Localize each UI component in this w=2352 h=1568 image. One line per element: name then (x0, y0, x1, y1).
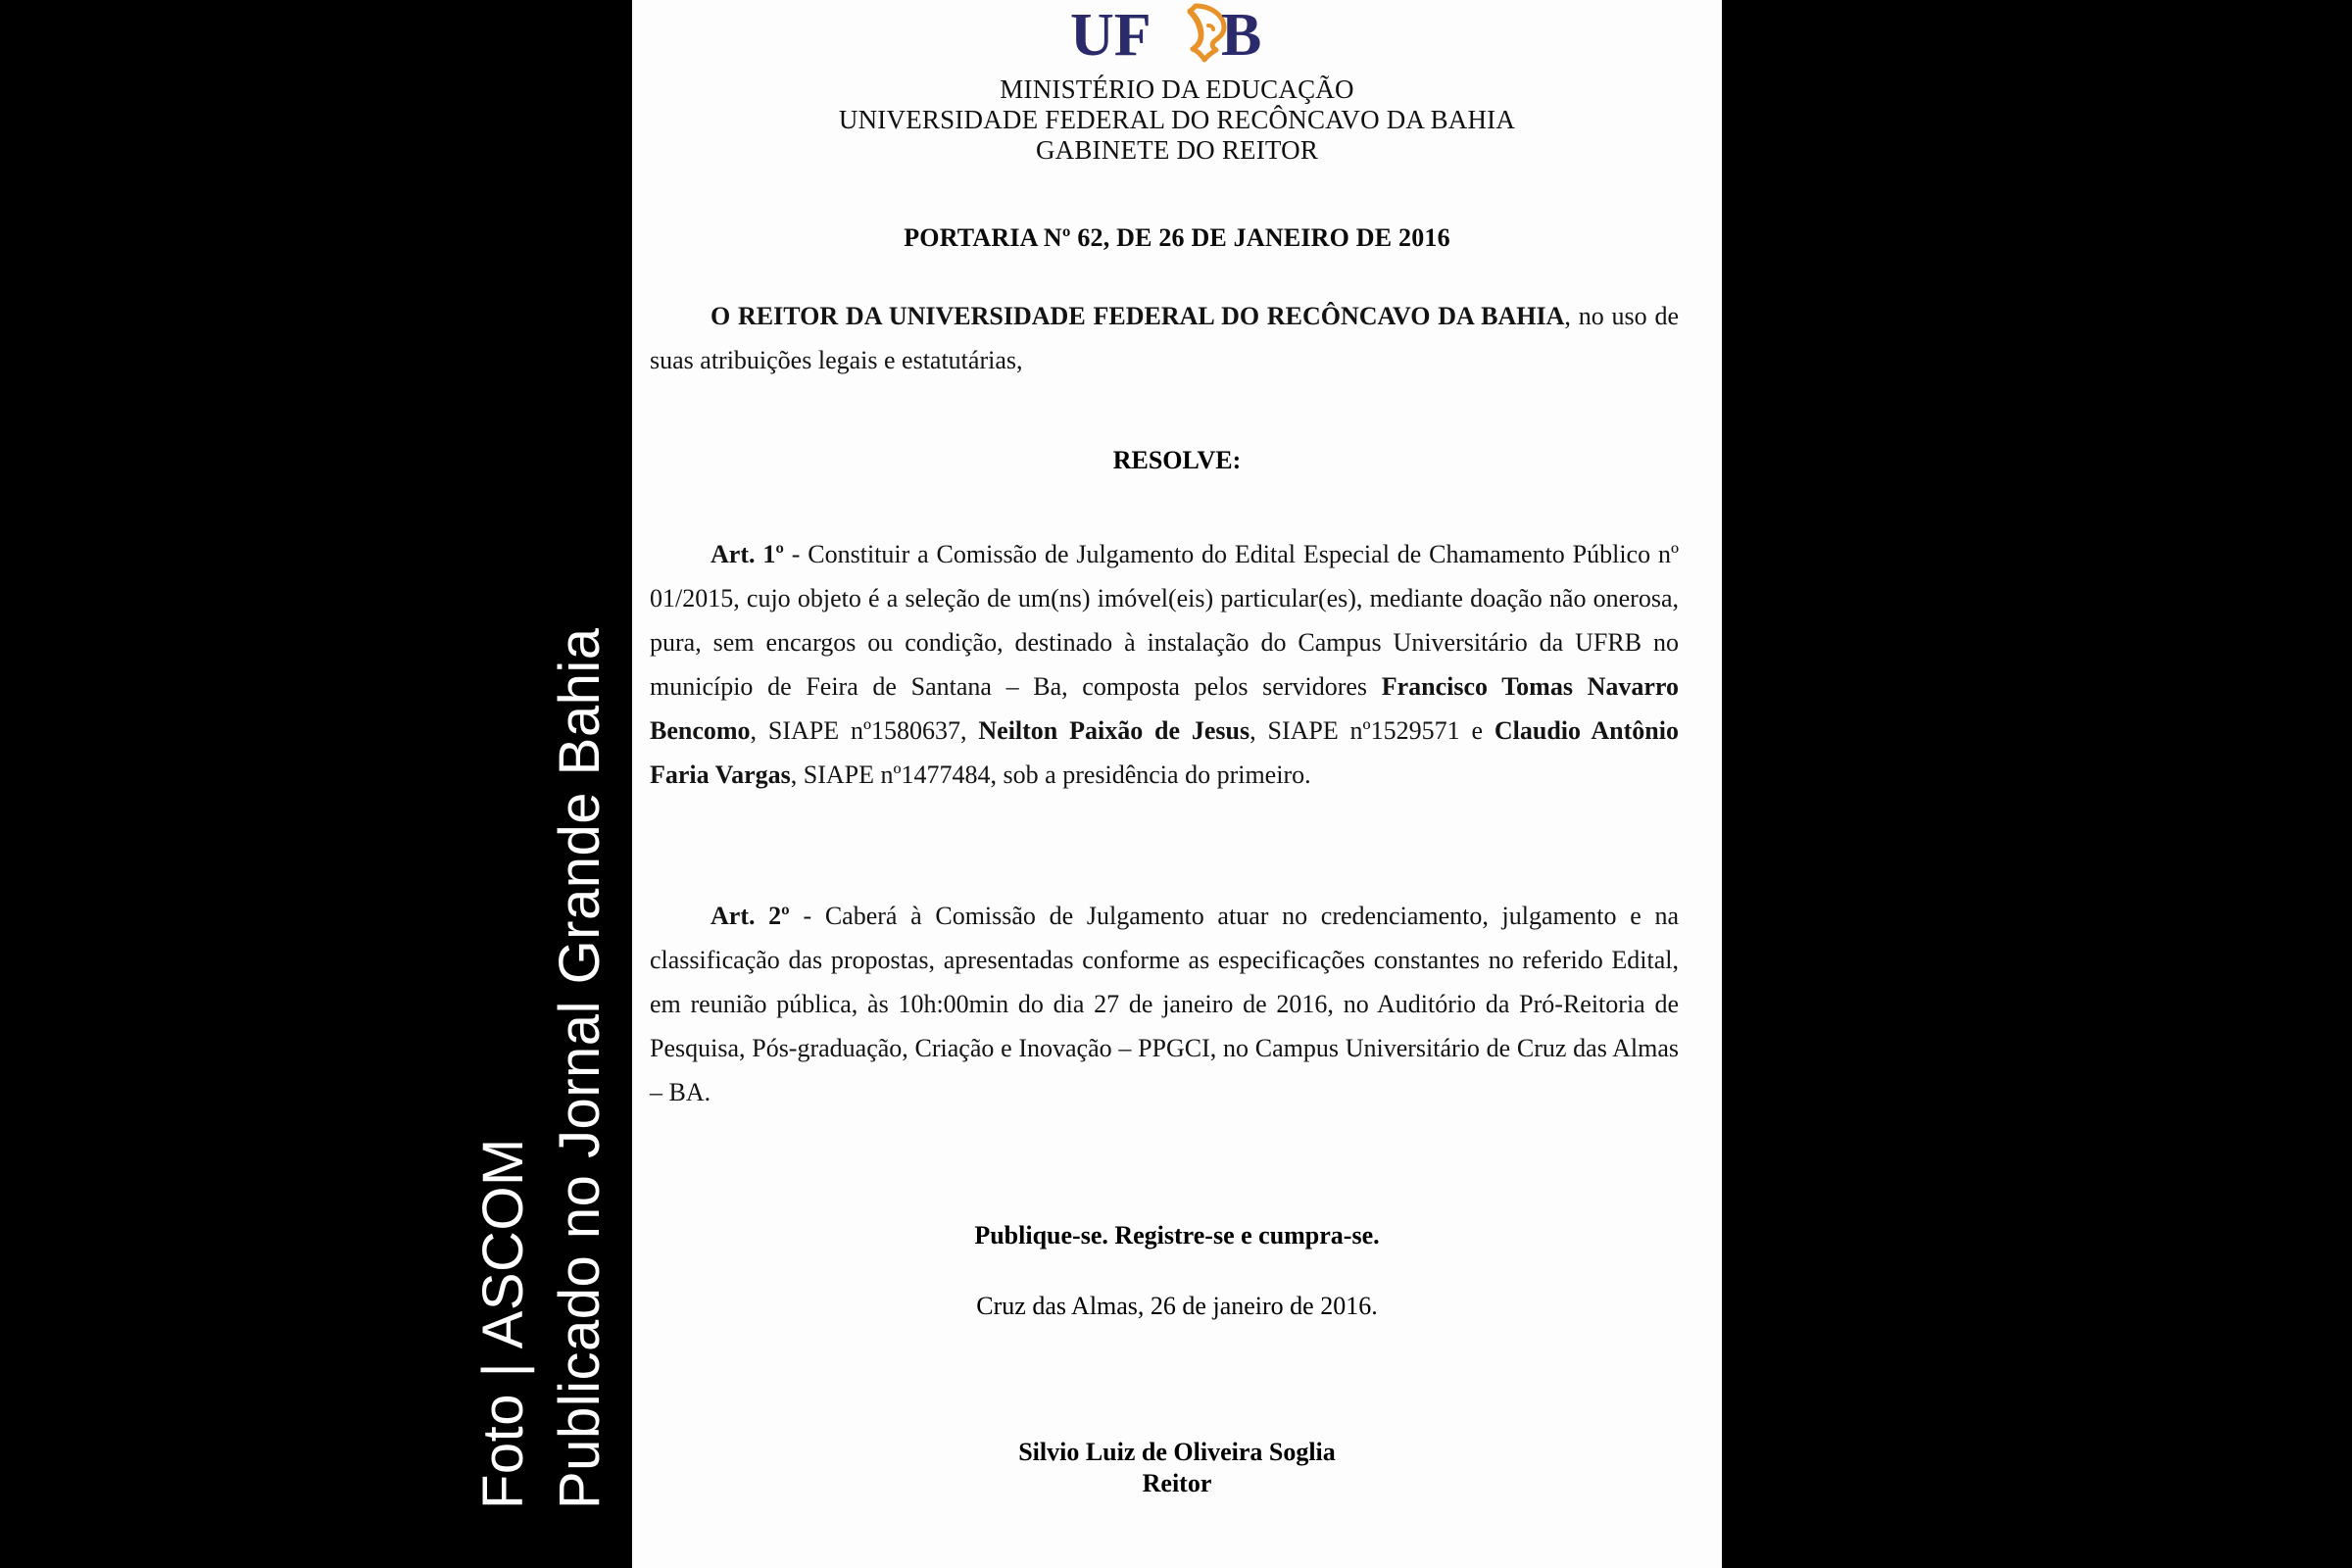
commission-member-2-siape: , SIAPE nº1529571 e (1250, 716, 1494, 745)
article-2-paragraph (650, 894, 1679, 1114)
signatory-name: Silvio Luiz de Oliveira Soglia (1018, 1438, 1336, 1466)
commission-member-1-name: Francisco Tomas Navarro Bencomo (650, 672, 1679, 745)
svg-text:UF: UF (1070, 2, 1152, 63)
document-page (632, 0, 1722, 1568)
right-letterbox (1722, 0, 2352, 1568)
ufrb-logo-mark (1064, 2, 1290, 63)
commission-member-2-name: Neilton Paixão de Jesus (978, 716, 1250, 745)
article-2-label: Art. 2º (710, 902, 790, 930)
article-1-label: Art. 1º (710, 540, 784, 568)
header-university: UNIVERSIDADE FEDERAL DO RECÔNCAVO DA BAHIA (838, 105, 1516, 134)
article-1-paragraph (650, 532, 1679, 797)
article-1-body: - Constituir a Comissão de Julgamento do Edital Especial de Chamamento Público nº 01/2015, cujo objeto é a seleção de um(ns) imóvel(eis) particular(es), mediante doação não onerosa, pura, sem encargos ou condição, destinado à instalação do Campus Universitário da UFRB no município de Feira de Santana – Ba, composta pelos servidores (650, 540, 1680, 701)
preamble-rest-text: , no uso de suas atribuições legais e estatutárias, (650, 302, 1679, 374)
preamble-paragraph (650, 294, 1679, 382)
publication-credit-text: Publicado no Jornal Grande Bahia (548, 627, 612, 1509)
ufrb-logo (632, 2, 1722, 63)
header-office: GABINETE DO REITOR (1035, 135, 1319, 165)
resolve-heading: RESOLVE: (1112, 446, 1242, 474)
place-and-date: Cruz das Almas, 26 de janeiro de 2016. (976, 1292, 1378, 1320)
signatory-role: Reitor (1142, 1469, 1212, 1497)
photo-credit-strip (0, 0, 632, 1568)
photo-credit-text: Foto | ASCOM (471, 1138, 535, 1509)
portaria-title: PORTARIA Nº 62, DE 26 DE JANEIRO DE 2016 (904, 223, 1450, 252)
header-ministry: MINISTÉRIO DA EDUCAÇÃO (1000, 74, 1354, 104)
publish-order-text: Publique-se. Registre-se e cumpra-se. (974, 1221, 1380, 1250)
commission-member-1-siape: , SIAPE nº1580637, (750, 716, 979, 745)
article-2-body: - Caberá à Comissão de Julgamento atuar no credenciamento, julgamento e na classificação das propostas, apresentadas conforme as especificações constantes no referido Edital, em reunião pública, às 10h:00min do dia 27 de janeiro de 2016, no Auditório da Pró-Reitoria de Pesquisa, Pós-graduação, Criação e Inovação – PPGCI, no Campus Universitário de Cruz das Almas – BA. (650, 902, 1679, 1106)
svg-text:B: B (1221, 2, 1262, 63)
commission-member-3-name: Claudio Antônio Faria Vargas (650, 716, 1679, 789)
commission-member-3-siape: , SIAPE nº1477484, sob a presidência do primeiro. (790, 760, 1311, 789)
preamble-bold-text: O REITOR DA UNIVERSIDADE FEDERAL DO RECÔNCAVO DA BAHIA (710, 302, 1565, 330)
